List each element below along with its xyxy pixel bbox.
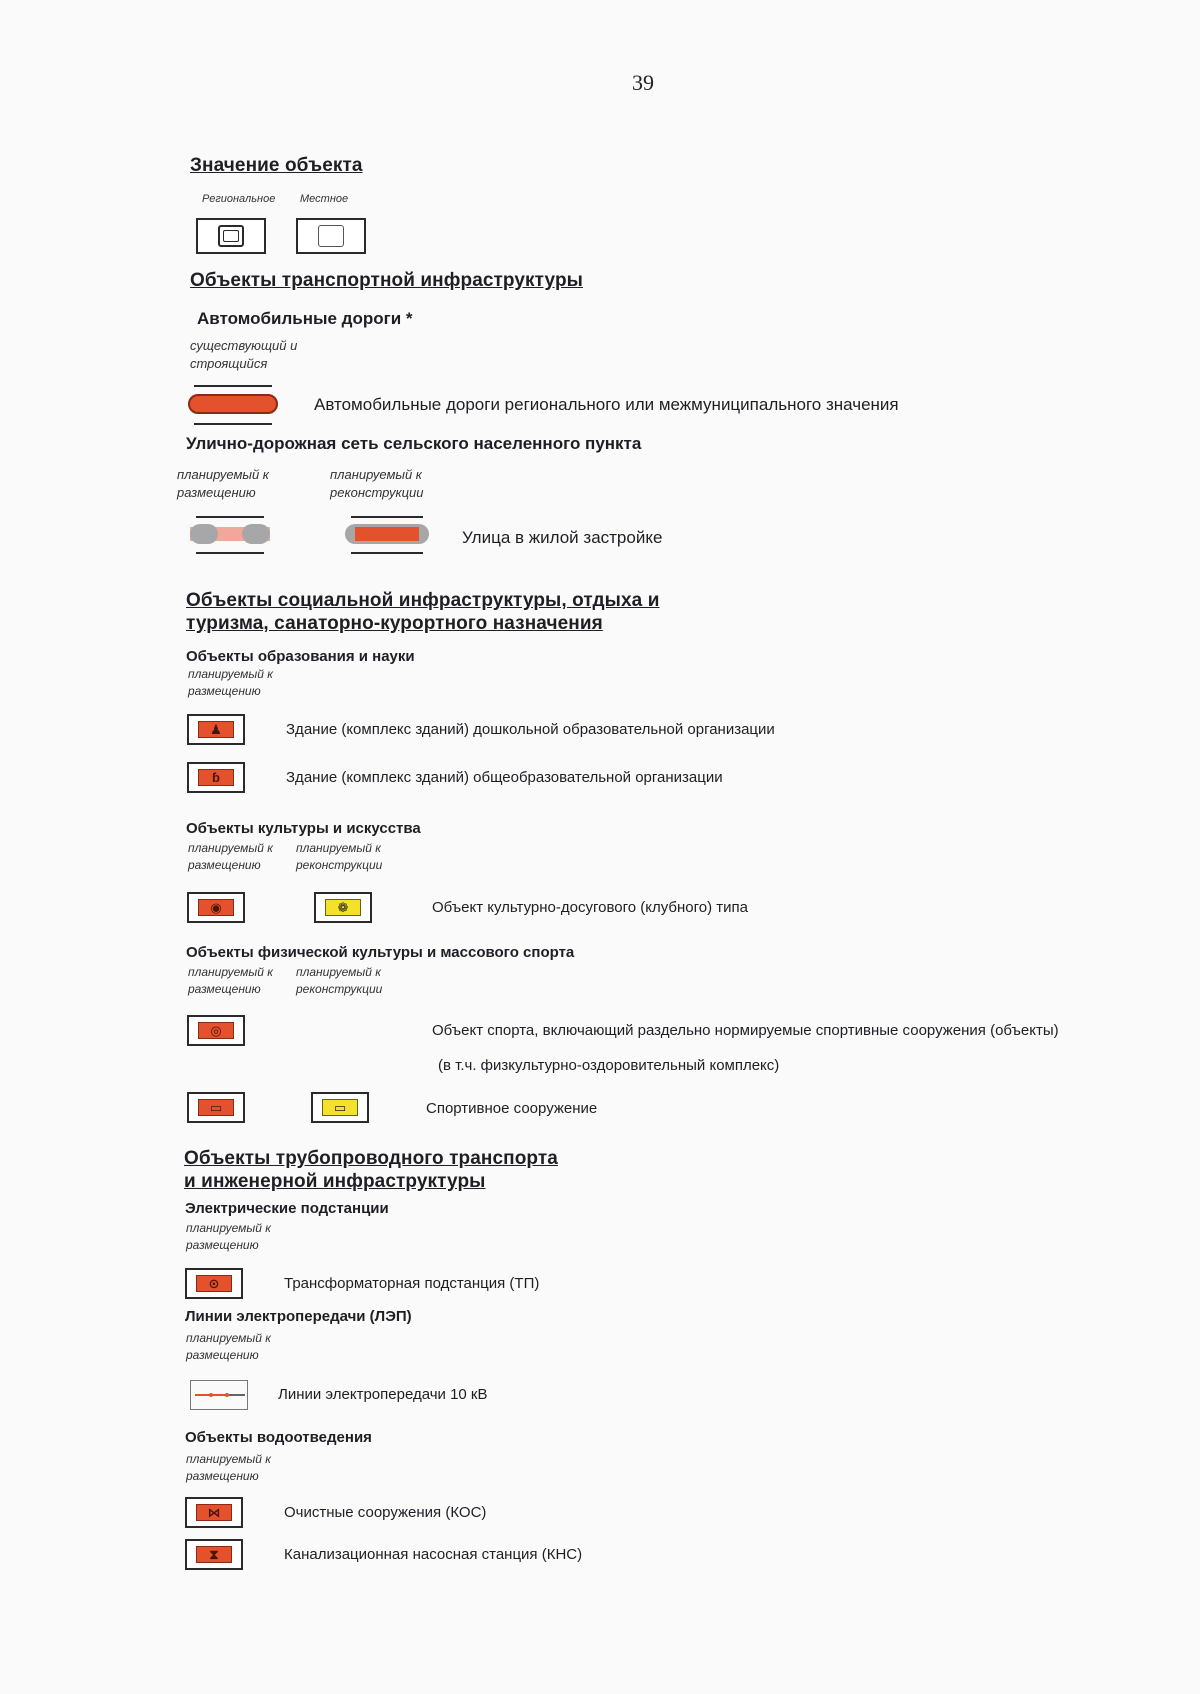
- club-planned-symbol: [187, 892, 245, 923]
- street-desc: Улица в жилой застройке: [462, 528, 663, 547]
- club-desc: Объект культурно-досугового (клубного) типа: [432, 899, 748, 916]
- street-status-reconstruction: планируемый к реконструкции: [330, 467, 424, 500]
- preschool-desc: Здание (комплекс зданий) дошкольной образовательной организации: [286, 721, 775, 738]
- culture-heading: Объекты культуры и искусства: [186, 820, 421, 837]
- street-status-planned: планируемый к размещению: [177, 467, 269, 500]
- tp-symbol: [185, 1268, 243, 1299]
- hourglass-icon: ⧗: [209, 1546, 219, 1562]
- sport-status-reconstruction: планируемый к реконструкции: [296, 965, 383, 996]
- ball-icon: ◎: [210, 1022, 222, 1038]
- sport-status-planned: планируемый к размещению: [188, 965, 273, 996]
- sport-facility-desc: Спортивное сооружение: [426, 1100, 598, 1117]
- sport-heading: Объекты физической культуры и массового спорта: [186, 944, 575, 961]
- kos-symbol: [185, 1497, 243, 1528]
- bowtie-icon: ⋈: [207, 1504, 221, 1520]
- substations-status: планируемый к размещению: [186, 1221, 271, 1252]
- school-symbol: [187, 762, 245, 793]
- significance-heading: Значение объекта: [190, 155, 363, 176]
- culture-status-planned: планируемый к размещению: [188, 841, 273, 872]
- stadium-icon: ▭: [333, 1099, 347, 1115]
- sport-object-desc-2: (в т.ч. физкультурно-оздоровительный комплекс): [438, 1057, 780, 1074]
- sewer-status: планируемый к размещению: [186, 1452, 271, 1483]
- tp-desc: Трансформаторная подстанция (ТП): [284, 1275, 540, 1292]
- child-icon: ♟: [210, 721, 222, 737]
- kns-desc: Канализационная насосная станция (КНС): [284, 1546, 583, 1563]
- lep-heading: Линии электропередачи (ЛЭП): [185, 1308, 412, 1325]
- significance-regional-label: Региональное: [202, 193, 276, 205]
- engineering-heading-line2: и инженерной инфраструктуры: [184, 1171, 486, 1192]
- sport-facility-reconstruction-symbol: [311, 1092, 369, 1123]
- school-desc: Здание (комплекс зданий) общеобразовательной организации: [286, 769, 723, 786]
- kos-desc: Очистные сооружения (КОС): [284, 1504, 487, 1521]
- significance-local-label: Местное: [300, 193, 349, 205]
- transport-heading: Объекты транспортной инфраструктуры: [190, 270, 583, 291]
- sport-object-symbol: [187, 1015, 245, 1046]
- street-reconstruction-symbol: [345, 516, 429, 554]
- regional-road-symbol: [188, 385, 278, 425]
- page-number: 39: [632, 70, 654, 95]
- school-icon: ɓ: [212, 769, 220, 785]
- lep-status: планируемый к размещению: [186, 1331, 271, 1362]
- club-reconstruction-symbol: [314, 892, 372, 923]
- preschool-symbol: [187, 714, 245, 745]
- social-heading-line1: Объекты социальной инфраструктуры, отдыха и: [186, 590, 660, 611]
- sewer-heading: Объекты водоотведения: [185, 1429, 372, 1446]
- education-heading: Объекты образования и науки: [186, 648, 415, 665]
- stadium-icon: ▭: [209, 1099, 223, 1115]
- transformer-icon: ⊙: [208, 1275, 220, 1291]
- lep-desc: Линии электропередачи 10 кВ: [278, 1386, 488, 1403]
- street-network-heading: Улично-дорожная сеть сельского населенного пункта: [186, 434, 642, 453]
- substations-heading: Электрические подстанции: [185, 1200, 389, 1217]
- culture-status-reconstruction: планируемый к реконструкции: [296, 841, 383, 872]
- lep-symbol: [190, 1380, 248, 1410]
- local-symbol: [296, 218, 366, 254]
- sport-object-desc: Объект спорта, включающий раздельно нормируемые спортивные сооружения (объекты): [432, 1022, 1059, 1039]
- street-planned-symbol: [190, 516, 270, 554]
- engineering-heading-line1: Объекты трубопроводного транспорта: [184, 1148, 558, 1169]
- roads-status-label: существующий и строящийся: [190, 338, 298, 371]
- roads-heading: Автомобильные дороги *: [197, 309, 413, 328]
- regional-road-desc: Автомобильные дороги регионального или межмуниципального значения: [314, 395, 899, 414]
- kns-symbol: [185, 1539, 243, 1570]
- theatre-icon: ◉: [210, 899, 222, 915]
- social-heading-line2: туризма, санаторно-курортного назначения: [186, 613, 603, 634]
- education-status: планируемый к размещению: [188, 667, 273, 698]
- sport-facility-planned-symbol: [187, 1092, 245, 1123]
- film-icon: ❁: [337, 899, 349, 915]
- regional-symbol: [196, 218, 266, 254]
